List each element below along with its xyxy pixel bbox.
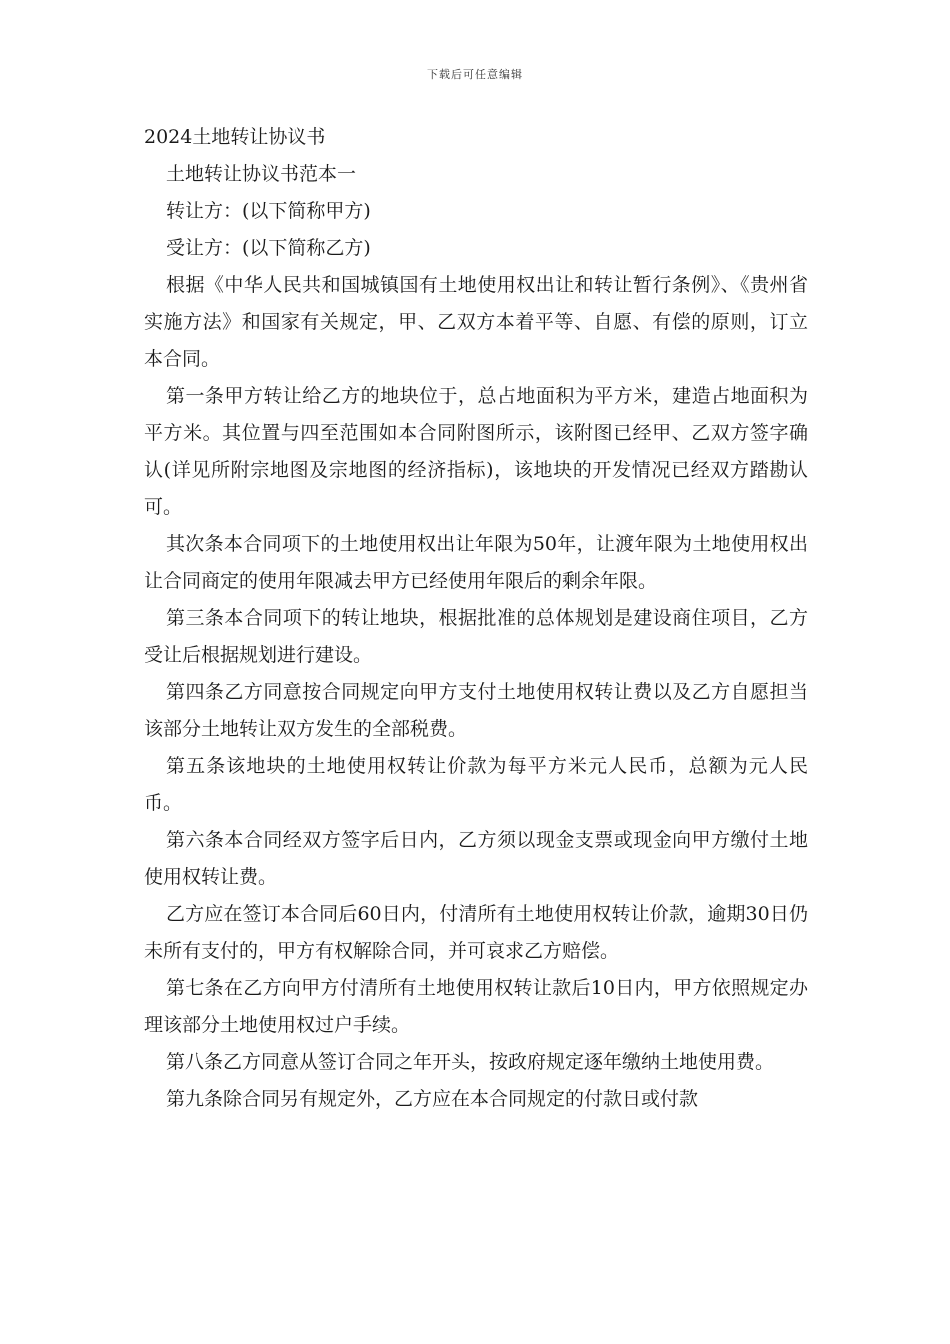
paragraph-transferor: 转让方：(以下简称甲方) [166,200,371,222]
paragraph-preamble: 根据《中华人民共和国城镇国有土地使用权出让和转让暂行条例》、《贵州省实施方法》和国家有关规定，甲、乙双方本着平等、自愿、有偿的原则，订立本合同。 [144,274,808,370]
paragraph-article-3: 第三条本合同项下的转让地块，根据批准的总体规划是建设商住项目，乙方受让后根据规划进行建设。 [144,607,808,666]
paragraph-transferee: 受让方：(以下简称乙方) [166,237,371,259]
page-header-note: 下载后可任意编辑 [427,68,523,81]
paragraph-article-7: 第七条在乙方向甲方付清所有土地使用权转让款后10日内，甲方依照规定办理该部分土地使用权过户手续。 [144,977,808,1036]
document-title: 2024土地转让协议书 [144,126,326,148]
paragraph-article-6: 第六条本合同经双方签字后日内，乙方须以现金支票或现金向甲方缴付土地使用权转让费。 [144,829,808,888]
paragraph-payment-deadline: 乙方应在签订本合同后60日内，付清所有土地使用权转让价款，逾期30日仍未所有支付的，甲方有权解除合同，并可哀求乙方赔偿。 [144,903,808,962]
paragraph-article-5: 第五条该地块的土地使用权转让价款为每平方米元人民币，总额为元人民币。 [144,755,808,814]
document-body [144,118,808,1118]
paragraph-article-2: 其次条本合同项下的土地使用权出让年限为50年，让渡年限为土地使用权出让合同商定的使用年限减去甲方已经使用年限后的剩余年限。 [144,533,808,592]
paragraph-article-8: 第八条乙方同意从签订合同之年开头，按政府规定逐年缴纳土地使用费。 [166,1051,775,1073]
paragraph-article-4: 第四条乙方同意按合同规定向甲方支付土地使用权转让费以及乙方自愿担当该部分土地转让双方发生的全部税费。 [144,681,808,740]
paragraph-article-9: 第九条除合同另有规定外，乙方应在本合同规定的付款日或付款 [166,1088,699,1110]
paragraph-article-1: 第一条甲方转让给乙方的地块位于，总占地面积为平方米，建造占地面积为平方米。其位置与四至范围如本合同附图所示，该附图已经甲、乙双方签字确认(详见所附宗地图及宗地图的经济指标)，该地块的开发情况已经双方踏勘认可。 [144,385,808,518]
paragraph-subtitle: 土地转让协议书范本一 [166,163,357,185]
